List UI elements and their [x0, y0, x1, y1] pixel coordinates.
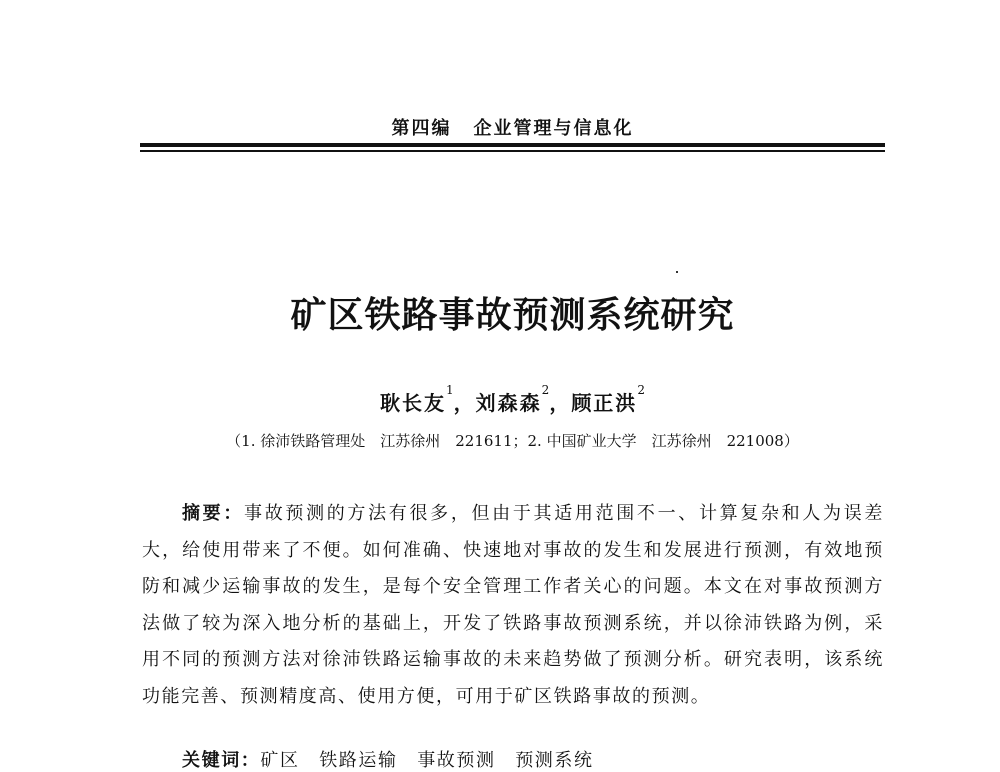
- author-name: 刘森森: [475, 391, 542, 415]
- abstract-text: 事故预测的方法有很多，但由于其适用范围不一、计算复杂和人为误差大，给使用带来了不便。如何准确、快速地对事故的发生和发展进行预测，有效地预防和减少运输事故的发生，是每个安全管理工作者关心的问题。本文在对事故预测方法做了较为深入地分析的基础上，开发了铁路事故预测系统，并以徐沛铁路为例，采用不同的预测方法对徐沛铁路运输事故的未来趋势做了预测分析。研究表明，该系统功能完善、预测精度高、使用方便，可用于矿区铁路事故的预测。: [142, 503, 884, 707]
- author-separator: ，: [549, 391, 572, 415]
- author-affiliation-mark: 2: [637, 383, 645, 397]
- affiliations: （1. 徐沛铁路管理处 江苏徐州 221611；2. 中国矿业大学 江苏徐州 221008）: [226, 432, 799, 450]
- scan-speck: [676, 271, 678, 273]
- keywords-label: 关键词：: [182, 750, 261, 771]
- abstract: [142, 496, 884, 715]
- keywords-text: 矿区 铁路运输 事故预测 预测系统: [260, 750, 594, 771]
- author-separator: ，: [453, 391, 476, 415]
- author-affiliation-mark: 1: [446, 383, 454, 397]
- running-header: [140, 114, 885, 140]
- header-rule-thick: [140, 143, 885, 147]
- header-title: 企业管理与信息化: [473, 118, 634, 139]
- author-affiliation-mark: 2: [541, 383, 550, 397]
- author-name: 顾正洪: [571, 391, 638, 415]
- abstract-label: 摘要：: [182, 503, 245, 524]
- author-line: [140, 383, 885, 416]
- keywords: [182, 746, 594, 772]
- header-rule-thin: [140, 150, 885, 152]
- author-name: 耿长友: [380, 391, 447, 415]
- header-section: 第四编: [391, 118, 452, 139]
- paper-title: 矿区铁路事故预测系统研究: [290, 294, 735, 336]
